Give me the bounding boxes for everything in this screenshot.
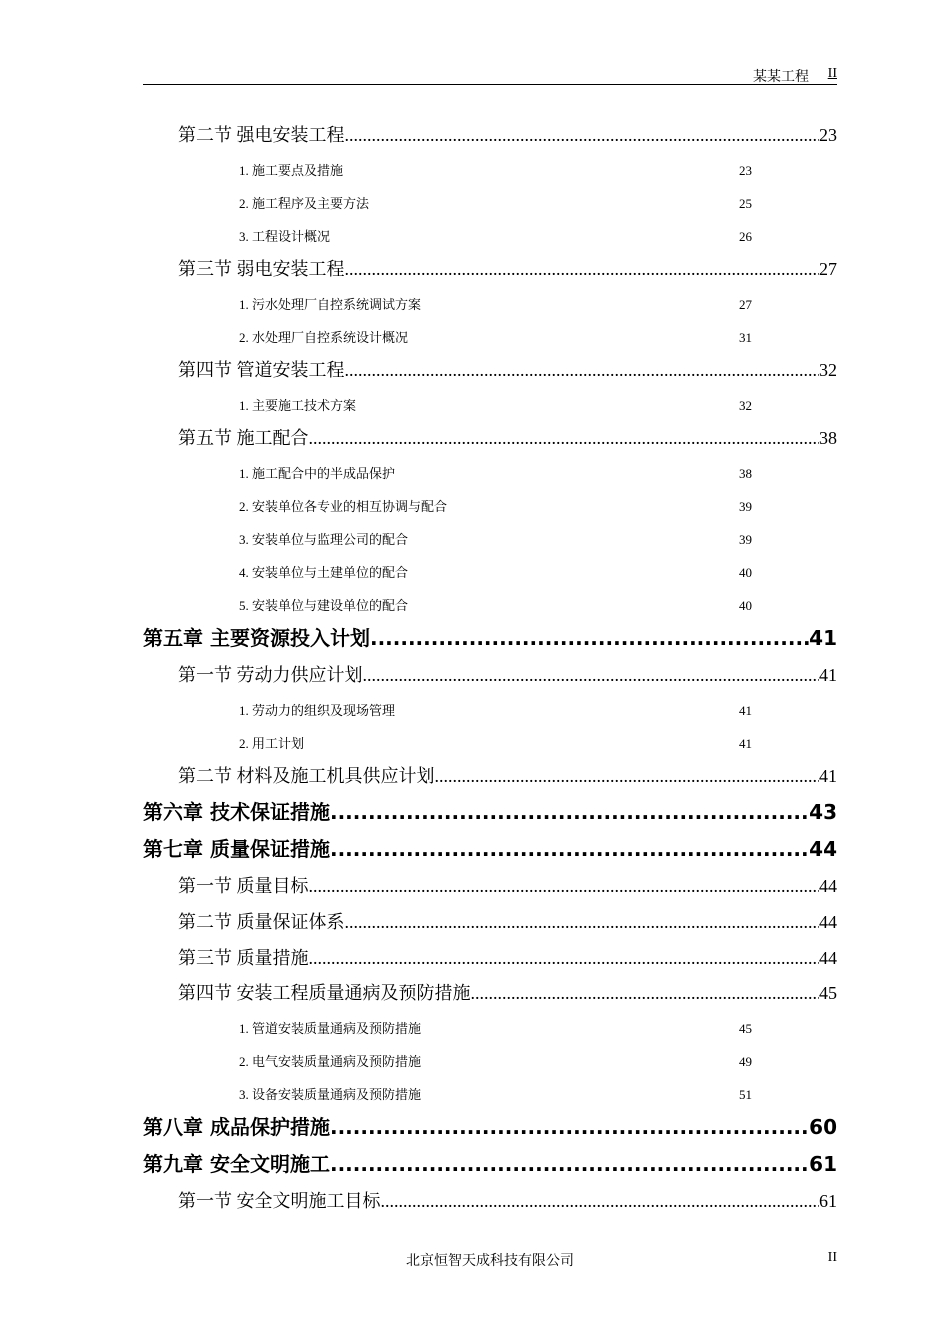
toc-dot-leader <box>309 877 820 895</box>
toc-entry-page: 39 <box>739 499 752 514</box>
footer-page-number: II <box>827 1250 837 1265</box>
toc-dot-leader <box>330 802 809 822</box>
toc-entry-page: 43 <box>809 800 837 824</box>
toc-subsection-entry[interactable] <box>239 1022 759 1038</box>
toc-entry-title: 第一节 安全文明施工目标 <box>178 1191 381 1211</box>
toc-dot-leader <box>381 1192 820 1210</box>
toc-entry-page: 27 <box>739 297 752 312</box>
toc-entry-title: 2. 安装单位各专业的相互协调与配合 <box>239 499 448 514</box>
toc-entry-page: 41 <box>739 703 752 718</box>
toc-subsection-entry[interactable] <box>239 500 759 516</box>
toc-entry-title: 2. 施工程序及主要方法 <box>239 196 370 211</box>
toc-entry-page: 44 <box>809 837 837 861</box>
toc-subsection-entry[interactable] <box>239 599 759 615</box>
toc-entry-page: 49 <box>739 1054 752 1069</box>
page-header <box>143 64 837 85</box>
toc-section-entry[interactable] <box>178 767 837 789</box>
toc-entry-page: 39 <box>739 532 752 547</box>
toc-entry-title: 1. 施工要点及措施 <box>239 163 344 178</box>
toc-entry-title: 第八章 成品保护措施 <box>143 1115 330 1139</box>
toc-dot-leader <box>435 767 820 785</box>
toc-entry-page: 51 <box>739 1087 752 1102</box>
toc-entry-page: 61 <box>819 1191 837 1211</box>
toc-chapter-entry[interactable] <box>143 628 837 652</box>
toc-entry-title: 3. 工程设计概况 <box>239 229 331 244</box>
toc-subsection-entry[interactable] <box>239 1088 759 1104</box>
toc-entry-title: 第九章 安全文明施工 <box>143 1152 330 1176</box>
toc-section-entry[interactable] <box>178 913 837 935</box>
toc-entry-title: 1. 劳动力的组织及现场管理 <box>239 703 396 718</box>
toc-entry-title: 1. 污水处理厂自控系统调试方案 <box>239 297 422 312</box>
toc-entry-title: 第六章 技术保证措施 <box>143 800 330 824</box>
toc-section-entry[interactable] <box>178 1192 837 1214</box>
toc-entry-title: 第四节 安装工程质量通病及预防措施 <box>178 983 471 1003</box>
toc-section-entry[interactable] <box>178 666 837 688</box>
toc-subsection-entry[interactable] <box>239 1055 759 1071</box>
toc-subsection-entry[interactable] <box>239 467 759 483</box>
toc-dot-leader <box>345 260 820 278</box>
toc-entry-page: 26 <box>739 229 752 244</box>
page-footer <box>143 1250 837 1268</box>
header-page-number: II <box>827 66 837 81</box>
toc-dot-leader <box>345 913 820 931</box>
toc-entry-title: 1. 施工配合中的半成品保护 <box>239 466 396 481</box>
toc-entry-page: 38 <box>819 428 837 448</box>
toc-section-entry[interactable] <box>178 260 837 282</box>
toc-subsection-entry[interactable] <box>239 298 759 314</box>
toc-entry-title: 第四节 管道安装工程 <box>178 360 345 380</box>
toc-subsection-entry[interactable] <box>239 399 759 415</box>
toc-entry-title: 1. 主要施工技术方案 <box>239 398 357 413</box>
toc-dot-leader <box>309 429 820 447</box>
toc-entry-page: 23 <box>739 163 752 178</box>
toc-entry-page: 40 <box>739 565 752 580</box>
toc-subsection-entry[interactable] <box>239 533 759 549</box>
toc-entry-page: 41 <box>819 665 837 685</box>
toc-entry-page: 44 <box>819 876 837 896</box>
toc-subsection-entry[interactable] <box>239 164 759 180</box>
toc-entry-page: 44 <box>819 948 837 968</box>
toc-entry-page: 32 <box>739 398 752 413</box>
toc-subsection-entry[interactable] <box>239 197 759 213</box>
toc-dot-leader <box>330 1154 809 1174</box>
toc-entry-page: 25 <box>739 196 752 211</box>
toc-entry-title: 2. 水处理厂自控系统设计概况 <box>239 330 409 345</box>
toc-section-entry[interactable] <box>178 877 837 899</box>
toc-subsection-entry[interactable] <box>239 704 759 720</box>
toc-entry-title: 第一节 劳动力供应计划 <box>178 665 363 685</box>
toc-section-entry[interactable] <box>178 949 837 971</box>
toc-entry-page: 44 <box>819 912 837 932</box>
toc-subsection-entry[interactable] <box>239 566 759 582</box>
toc-entry-page: 27 <box>819 259 837 279</box>
toc-entry-title: 2. 电气安装质量通病及预防措施 <box>239 1054 422 1069</box>
toc-chapter-entry[interactable] <box>143 839 837 863</box>
footer-company: 北京恒智天成科技有限公司 <box>406 1254 574 1269</box>
toc-entry-page: 31 <box>739 330 752 345</box>
toc-entry-title: 第一节 质量目标 <box>178 876 309 896</box>
toc-chapter-entry[interactable] <box>143 1154 837 1178</box>
toc-entry-title: 第二节 材料及施工机具供应计划 <box>178 766 435 786</box>
toc-entry-page: 45 <box>739 1021 752 1036</box>
toc-dot-leader <box>309 949 820 967</box>
toc-subsection-entry[interactable] <box>239 737 759 753</box>
toc-subsection-entry[interactable] <box>239 331 759 347</box>
toc-subsection-entry[interactable] <box>239 230 759 246</box>
toc-dot-leader <box>370 628 809 648</box>
toc-dot-leader <box>345 361 820 379</box>
toc-entry-title: 3. 设备安装质量通病及预防措施 <box>239 1087 422 1102</box>
toc-entry-title: 第二节 质量保证体系 <box>178 912 345 932</box>
toc-chapter-entry[interactable] <box>143 1117 837 1141</box>
toc-entry-page: 38 <box>739 466 752 481</box>
toc-chapter-entry[interactable] <box>143 802 837 826</box>
toc-dot-leader <box>330 1117 809 1137</box>
toc-entry-page: 61 <box>809 1152 837 1176</box>
toc-entry-title: 第七章 质量保证措施 <box>143 837 330 861</box>
toc-entry-page: 41 <box>819 766 837 786</box>
toc-entry-page: 41 <box>739 736 752 751</box>
toc-entry-title: 1. 管道安装质量通病及预防措施 <box>239 1021 422 1036</box>
toc-entry-page: 45 <box>819 983 837 1003</box>
toc-entry-title: 5. 安装单位与建设单位的配合 <box>239 598 409 613</box>
toc-entry-title: 第五章 主要资源投入计划 <box>143 626 370 650</box>
toc-entry-page: 40 <box>739 598 752 613</box>
toc-entry-page: 41 <box>809 626 837 650</box>
toc-entry-title: 第二节 强电安装工程 <box>178 125 345 145</box>
toc-entry-title: 4. 安装单位与土建单位的配合 <box>239 565 409 580</box>
toc-dot-leader <box>345 126 820 144</box>
toc-entry-page: 23 <box>819 125 837 145</box>
toc-section-entry[interactable] <box>178 361 837 383</box>
toc-dot-leader <box>471 984 820 1002</box>
toc-section-entry[interactable] <box>178 429 837 451</box>
toc-entry-title: 3. 安装单位与监理公司的配合 <box>239 532 409 547</box>
header-title: 某某工程 <box>753 70 809 85</box>
toc-dot-leader <box>330 839 809 859</box>
toc-entry-title: 第五节 施工配合 <box>178 428 309 448</box>
toc-entry-page: 32 <box>819 360 837 380</box>
toc-section-entry[interactable] <box>178 984 837 1006</box>
toc-entry-title: 第三节 弱电安装工程 <box>178 259 345 279</box>
toc-section-entry[interactable] <box>178 126 837 148</box>
toc-entry-title: 2. 用工计划 <box>239 736 305 751</box>
toc-dot-leader <box>363 666 820 684</box>
toc-entry-page: 60 <box>809 1115 837 1139</box>
toc-entry-title: 第三节 质量措施 <box>178 948 309 968</box>
